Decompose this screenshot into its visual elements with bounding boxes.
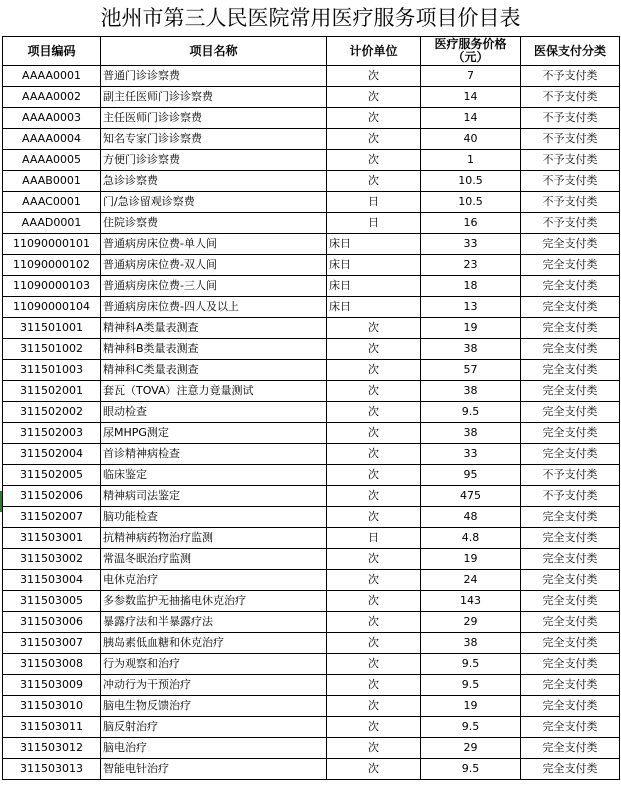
table-row <box>3 213 620 234</box>
table-row <box>3 150 620 171</box>
pay-category-cell: 完全支付类 <box>521 717 620 738</box>
unit-cell: 次 <box>327 129 421 150</box>
code-cell: 311503013 <box>3 759 101 780</box>
code-cell: AAAD0001 <box>3 213 101 234</box>
name-cell: 抗精神病药物治疗监测 <box>101 528 327 549</box>
pay-category-cell: 完全支付类 <box>521 276 620 297</box>
name-cell: 主任医师门诊诊察费 <box>101 108 327 129</box>
pay-category-cell: 不予支付类 <box>521 213 620 234</box>
price-cell: 29 <box>421 612 521 633</box>
table-row <box>3 486 620 507</box>
price-cell: 7 <box>421 66 521 87</box>
table-row <box>3 339 620 360</box>
name-cell: 智能电针治疗 <box>101 759 327 780</box>
unit-cell: 次 <box>327 444 421 465</box>
code-cell: 311503008 <box>3 654 101 675</box>
unit-cell: 床日 <box>327 297 421 318</box>
code-cell: 311503005 <box>3 591 101 612</box>
name-cell: 知名专家门诊诊察费 <box>101 129 327 150</box>
price-cell: 48 <box>421 507 521 528</box>
name-cell: 胰岛素低血糖和休克治疗 <box>101 633 327 654</box>
price-cell: 14 <box>421 108 521 129</box>
unit-cell: 次 <box>327 717 421 738</box>
table-header-row <box>3 37 620 66</box>
code-cell: 311501002 <box>3 339 101 360</box>
table-row <box>3 87 620 108</box>
pay-category-cell: 不予支付类 <box>521 129 620 150</box>
name-cell: 暴露疗法和半暴露疗法 <box>101 612 327 633</box>
code-cell: 311503002 <box>3 549 101 570</box>
unit-cell: 次 <box>327 696 421 717</box>
code-cell: AAAA0002 <box>3 87 101 108</box>
pay-category-cell: 完全支付类 <box>521 738 620 759</box>
price-cell: 95 <box>421 465 521 486</box>
name-cell: 脑反射治疗 <box>101 717 327 738</box>
code-cell: 311502004 <box>3 444 101 465</box>
table-row <box>3 549 620 570</box>
price-cell: 10.5 <box>421 171 521 192</box>
table-row <box>3 171 620 192</box>
price-cell: 19 <box>421 549 521 570</box>
header-price: 医疗服务价格（元） <box>421 37 521 66</box>
table-row <box>3 297 620 318</box>
name-cell: 首诊精神病检查 <box>101 444 327 465</box>
code-cell: 11090000101 <box>3 234 101 255</box>
code-cell: 311501001 <box>3 318 101 339</box>
pay-category-cell: 完全支付类 <box>521 381 620 402</box>
pay-category-cell: 不予支付类 <box>521 171 620 192</box>
pay-category-cell: 完全支付类 <box>521 423 620 444</box>
table-row <box>3 129 620 150</box>
price-cell: 9.5 <box>421 402 521 423</box>
table-row <box>3 528 620 549</box>
unit-cell: 次 <box>327 738 421 759</box>
table-row <box>3 591 620 612</box>
unit-cell: 日 <box>327 528 421 549</box>
code-cell: 311503006 <box>3 612 101 633</box>
name-cell: 方便门诊诊察费 <box>101 150 327 171</box>
table-row <box>3 507 620 528</box>
name-cell: 脑电生物反馈治疗 <box>101 696 327 717</box>
table-row <box>3 633 620 654</box>
unit-cell: 床日 <box>327 234 421 255</box>
table-row <box>3 675 620 696</box>
pay-category-cell: 完全支付类 <box>521 570 620 591</box>
code-cell: 311503009 <box>3 675 101 696</box>
table-row <box>3 360 620 381</box>
pay-category-cell: 不予支付类 <box>521 465 620 486</box>
pay-category-cell: 完全支付类 <box>521 444 620 465</box>
unit-cell: 次 <box>327 339 421 360</box>
name-cell: 普通门诊诊察费 <box>101 66 327 87</box>
unit-cell: 次 <box>327 423 421 444</box>
table-row <box>3 402 620 423</box>
code-cell: 311502001 <box>3 381 101 402</box>
unit-cell: 次 <box>327 507 421 528</box>
pay-category-cell: 完全支付类 <box>521 255 620 276</box>
name-cell: 普通病房床位费-三人间 <box>101 276 327 297</box>
code-cell: 11090000103 <box>3 276 101 297</box>
unit-cell: 次 <box>327 66 421 87</box>
price-cell: 1 <box>421 150 521 171</box>
price-cell: 57 <box>421 360 521 381</box>
unit-cell: 次 <box>327 150 421 171</box>
price-cell: 9.5 <box>421 759 521 780</box>
name-cell: 门/急诊留观诊察费 <box>101 192 327 213</box>
code-cell: 311502007 <box>3 507 101 528</box>
price-cell: 38 <box>421 381 521 402</box>
name-cell: 普通病房床位费-单人间 <box>101 234 327 255</box>
price-cell: 14 <box>421 87 521 108</box>
table-row <box>3 654 620 675</box>
name-cell: 普通病房床位费-双人间 <box>101 255 327 276</box>
price-cell: 13 <box>421 297 521 318</box>
unit-cell: 次 <box>327 759 421 780</box>
code-cell: 11090000102 <box>3 255 101 276</box>
table-row <box>3 570 620 591</box>
unit-cell: 次 <box>327 591 421 612</box>
code-cell: 311503012 <box>3 738 101 759</box>
pay-category-cell: 完全支付类 <box>521 759 620 780</box>
unit-cell: 日 <box>327 213 421 234</box>
name-cell: 脑电治疗 <box>101 738 327 759</box>
unit-cell: 次 <box>327 570 421 591</box>
code-cell: 311503007 <box>3 633 101 654</box>
pay-category-cell: 不予支付类 <box>521 108 620 129</box>
table-body <box>3 66 620 780</box>
pay-category-cell: 不予支付类 <box>521 87 620 108</box>
name-cell: 套瓦（TOVA）注意力竟量测试 <box>101 381 327 402</box>
pay-category-cell: 不予支付类 <box>521 486 620 507</box>
code-cell: 11090000104 <box>3 297 101 318</box>
pay-category-cell: 完全支付类 <box>521 675 620 696</box>
name-cell: 精神病司法鉴定 <box>101 486 327 507</box>
pay-category-cell: 完全支付类 <box>521 528 620 549</box>
price-cell: 10.5 <box>421 192 521 213</box>
pay-category-cell: 完全支付类 <box>521 654 620 675</box>
table-row <box>3 612 620 633</box>
price-cell: 9.5 <box>421 717 521 738</box>
table-row <box>3 444 620 465</box>
table-row <box>3 696 620 717</box>
name-cell: 行为观察和治疗 <box>101 654 327 675</box>
table-row <box>3 192 620 213</box>
code-cell: AAAA0003 <box>3 108 101 129</box>
unit-cell: 次 <box>327 318 421 339</box>
header-unit: 计价单位 <box>327 37 421 66</box>
table-row <box>3 717 620 738</box>
code-cell: 311502002 <box>3 402 101 423</box>
pay-category-cell: 完全支付类 <box>521 297 620 318</box>
unit-cell: 次 <box>327 675 421 696</box>
table-row <box>3 66 620 87</box>
unit-cell: 次 <box>327 381 421 402</box>
pay-category-cell: 完全支付类 <box>521 318 620 339</box>
code-cell: AAAC0001 <box>3 192 101 213</box>
name-cell: 脑功能检查 <box>101 507 327 528</box>
code-cell: AAAB0001 <box>3 171 101 192</box>
name-cell: 多参数监护无抽搐电休克治疗 <box>101 591 327 612</box>
unit-cell: 次 <box>327 87 421 108</box>
unit-cell: 次 <box>327 108 421 129</box>
page-title: 池州市第三人民医院常用医疗服务项目价目表 <box>100 6 521 30</box>
table-row <box>3 759 620 780</box>
price-cell: 475 <box>421 486 521 507</box>
price-cell: 29 <box>421 738 521 759</box>
name-cell: 电休克治疗 <box>101 570 327 591</box>
header-name: 项目名称 <box>101 37 327 66</box>
header-pay: 医保支付分类 <box>521 37 620 66</box>
pay-category-cell: 不予支付类 <box>521 66 620 87</box>
pay-category-cell: 完全支付类 <box>521 612 620 633</box>
code-cell: AAAA0001 <box>3 66 101 87</box>
code-cell: 311502006 <box>3 486 101 507</box>
unit-cell: 次 <box>327 171 421 192</box>
table-row <box>3 234 620 255</box>
name-cell: 尿MHPG测定 <box>101 423 327 444</box>
name-cell: 急诊诊察费 <box>101 171 327 192</box>
price-cell: 4.8 <box>421 528 521 549</box>
price-cell: 9.5 <box>421 675 521 696</box>
pay-category-cell: 完全支付类 <box>521 507 620 528</box>
name-cell: 住院诊察费 <box>101 213 327 234</box>
price-cell: 9.5 <box>421 654 521 675</box>
table-row <box>3 465 620 486</box>
name-cell: 精神科B类量表测查 <box>101 339 327 360</box>
pay-category-cell: 完全支付类 <box>521 549 620 570</box>
table-row <box>3 738 620 759</box>
unit-cell: 次 <box>327 549 421 570</box>
name-cell: 普通病房床位费-四人及以上 <box>101 297 327 318</box>
code-cell: 311503011 <box>3 717 101 738</box>
price-cell: 16 <box>421 213 521 234</box>
unit-cell: 次 <box>327 612 421 633</box>
header-code: 项目编码 <box>3 37 101 66</box>
price-cell: 38 <box>421 339 521 360</box>
price-cell: 40 <box>421 129 521 150</box>
name-cell: 眼动检查 <box>101 402 327 423</box>
pay-category-cell: 完全支付类 <box>521 696 620 717</box>
table-row <box>3 255 620 276</box>
name-cell: 常温冬眠治疗监测 <box>101 549 327 570</box>
unit-cell: 次 <box>327 654 421 675</box>
code-cell: 311502003 <box>3 423 101 444</box>
table-row <box>3 276 620 297</box>
code-cell: 311503010 <box>3 696 101 717</box>
table-row <box>3 423 620 444</box>
pay-category-cell: 完全支付类 <box>521 360 620 381</box>
name-cell: 精神科A类量表测查 <box>101 318 327 339</box>
code-cell: AAAA0005 <box>3 150 101 171</box>
table-row <box>3 108 620 129</box>
name-cell: 临床鉴定 <box>101 465 327 486</box>
pay-category-cell: 完全支付类 <box>521 591 620 612</box>
row-selection-marker <box>0 491 2 512</box>
price-cell: 23 <box>421 255 521 276</box>
price-cell: 24 <box>421 570 521 591</box>
name-cell: 精神科C类量表测查 <box>101 360 327 381</box>
unit-cell: 床日 <box>327 255 421 276</box>
unit-cell: 次 <box>327 633 421 654</box>
pay-category-cell: 不予支付类 <box>521 150 620 171</box>
code-cell: 311502005 <box>3 465 101 486</box>
unit-cell: 次 <box>327 360 421 381</box>
pay-category-cell: 完全支付类 <box>521 633 620 654</box>
price-cell: 33 <box>421 234 521 255</box>
table-row <box>3 381 620 402</box>
name-cell: 副主任医师门诊诊察费 <box>101 87 327 108</box>
price-cell: 38 <box>421 423 521 444</box>
pay-category-cell: 完全支付类 <box>521 339 620 360</box>
unit-cell: 日 <box>327 192 421 213</box>
table-row <box>3 318 620 339</box>
code-cell: 311503001 <box>3 528 101 549</box>
price-cell: 19 <box>421 318 521 339</box>
price-cell: 33 <box>421 444 521 465</box>
pay-category-cell: 完全支付类 <box>521 234 620 255</box>
price-cell: 143 <box>421 591 521 612</box>
unit-cell: 次 <box>327 402 421 423</box>
price-cell: 18 <box>421 276 521 297</box>
unit-cell: 次 <box>327 465 421 486</box>
code-cell: 311503004 <box>3 570 101 591</box>
price-cell: 38 <box>421 633 521 654</box>
code-cell: AAAA0004 <box>3 129 101 150</box>
price-cell: 19 <box>421 696 521 717</box>
unit-cell: 床日 <box>327 276 421 297</box>
pay-category-cell: 不予支付类 <box>521 192 620 213</box>
name-cell: 冲动行为干预治疗 <box>101 675 327 696</box>
pay-category-cell: 完全支付类 <box>521 402 620 423</box>
code-cell: 311501003 <box>3 360 101 381</box>
price-table <box>2 36 620 780</box>
unit-cell: 次 <box>327 486 421 507</box>
